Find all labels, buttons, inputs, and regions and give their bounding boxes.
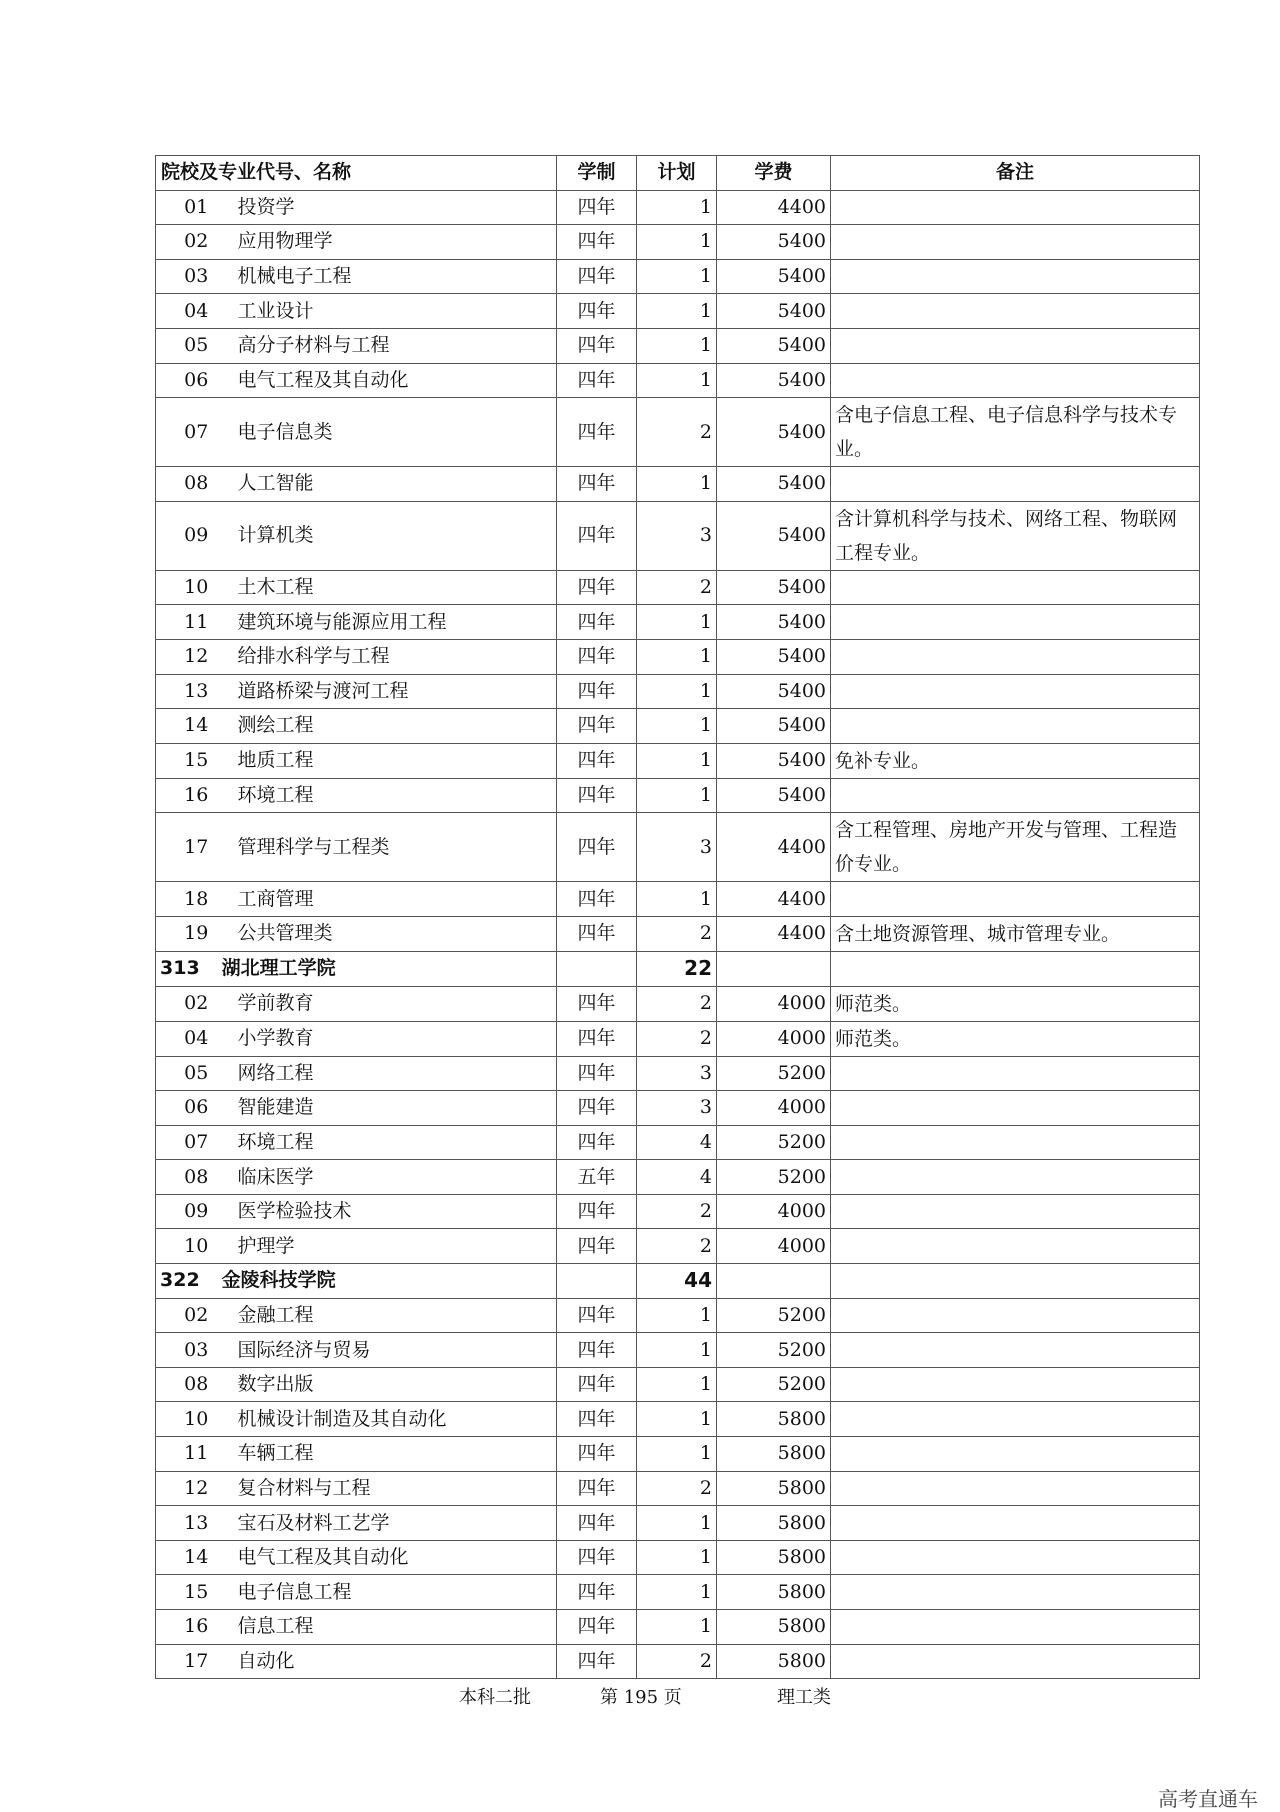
table-row bbox=[156, 1610, 1200, 1645]
major-note bbox=[831, 1540, 1200, 1575]
major-duration: 四年 bbox=[557, 1644, 637, 1679]
major-fee: 4000 bbox=[717, 1021, 831, 1056]
major-duration: 四年 bbox=[557, 1056, 637, 1091]
major-fee: 5200 bbox=[717, 1056, 831, 1091]
major-plan: 1 bbox=[637, 328, 717, 363]
major-fee: 5400 bbox=[717, 639, 831, 674]
major-note: 含土地资源管理、城市管理专业。 bbox=[831, 916, 1200, 951]
header-school-major: 院校及专业代号、名称 bbox=[156, 156, 557, 191]
major-code: 08 bbox=[156, 1367, 222, 1402]
major-note: 含工程管理、房地产开发与管理、工程造价专业。 bbox=[831, 813, 1200, 882]
major-note bbox=[831, 674, 1200, 709]
major-note bbox=[831, 190, 1200, 225]
major-code: 11 bbox=[156, 605, 222, 640]
school-name: 湖北理工学院 bbox=[221, 957, 336, 980]
major-fee: 4000 bbox=[717, 1229, 831, 1264]
table-row bbox=[156, 1367, 1200, 1402]
major-name: 工业设计 bbox=[222, 294, 557, 329]
header-duration: 学制 bbox=[557, 156, 637, 191]
major-duration: 四年 bbox=[557, 1402, 637, 1437]
major-code: 03 bbox=[156, 259, 222, 294]
major-name: 建筑环境与能源应用工程 bbox=[222, 605, 557, 640]
major-note bbox=[831, 570, 1200, 605]
major-name: 土木工程 bbox=[222, 570, 557, 605]
major-name: 宝石及材料工艺学 bbox=[222, 1506, 557, 1541]
major-fee: 4400 bbox=[717, 882, 831, 917]
major-name: 工商管理 bbox=[222, 882, 557, 917]
school-fee-cell bbox=[717, 951, 831, 986]
major-note bbox=[831, 709, 1200, 744]
major-note bbox=[831, 1194, 1200, 1229]
table-row bbox=[156, 363, 1200, 398]
major-code: 02 bbox=[156, 1298, 222, 1333]
major-duration: 四年 bbox=[557, 986, 637, 1021]
major-name: 自动化 bbox=[222, 1644, 557, 1679]
major-plan: 1 bbox=[637, 225, 717, 260]
major-note bbox=[831, 1056, 1200, 1091]
major-fee: 5800 bbox=[717, 1540, 831, 1575]
major-duration: 四年 bbox=[557, 709, 637, 744]
major-plan: 1 bbox=[637, 1298, 717, 1333]
major-plan: 1 bbox=[637, 1575, 717, 1610]
major-note bbox=[831, 1610, 1200, 1645]
major-note bbox=[831, 1437, 1200, 1472]
major-name: 学前教育 bbox=[222, 986, 557, 1021]
table-row bbox=[156, 1506, 1200, 1541]
school-plan-total: 22 bbox=[637, 951, 717, 986]
major-note bbox=[831, 1091, 1200, 1126]
major-plan: 1 bbox=[637, 467, 717, 502]
major-plan: 2 bbox=[637, 1471, 717, 1506]
major-fee: 5400 bbox=[717, 363, 831, 398]
major-duration: 四年 bbox=[557, 467, 637, 502]
major-duration: 四年 bbox=[557, 1471, 637, 1506]
major-code: 19 bbox=[156, 916, 222, 951]
table-row bbox=[156, 1471, 1200, 1506]
major-plan: 1 bbox=[637, 709, 717, 744]
major-code: 14 bbox=[156, 709, 222, 744]
major-name: 复合材料与工程 bbox=[222, 1471, 557, 1506]
major-note bbox=[831, 639, 1200, 674]
major-plan: 1 bbox=[637, 674, 717, 709]
major-note bbox=[831, 294, 1200, 329]
header-fee: 学费 bbox=[717, 156, 831, 191]
major-duration: 四年 bbox=[557, 813, 637, 882]
major-note: 师范类。 bbox=[831, 986, 1200, 1021]
table-row bbox=[156, 1056, 1200, 1091]
major-note: 师范类。 bbox=[831, 1021, 1200, 1056]
major-code: 04 bbox=[156, 294, 222, 329]
major-note: 含电子信息工程、电子信息科学与技术专业。 bbox=[831, 398, 1200, 467]
major-duration: 四年 bbox=[557, 259, 637, 294]
major-name: 护理学 bbox=[222, 1229, 557, 1264]
major-code: 09 bbox=[156, 1194, 222, 1229]
major-fee: 5200 bbox=[717, 1160, 831, 1195]
major-code: 07 bbox=[156, 398, 222, 467]
major-duration: 四年 bbox=[557, 1540, 637, 1575]
major-duration: 四年 bbox=[557, 1437, 637, 1472]
major-plan: 4 bbox=[637, 1125, 717, 1160]
table-row bbox=[156, 225, 1200, 260]
major-plan: 2 bbox=[637, 986, 717, 1021]
major-code: 16 bbox=[156, 778, 222, 813]
major-code: 02 bbox=[156, 225, 222, 260]
table-row bbox=[156, 1575, 1200, 1610]
major-name: 国际经济与贸易 bbox=[222, 1333, 557, 1368]
major-note bbox=[831, 1506, 1200, 1541]
major-code: 01 bbox=[156, 190, 222, 225]
major-name: 小学教育 bbox=[222, 1021, 557, 1056]
major-duration: 四年 bbox=[557, 1194, 637, 1229]
major-plan: 2 bbox=[637, 570, 717, 605]
major-note bbox=[831, 1333, 1200, 1368]
table-row bbox=[156, 570, 1200, 605]
school-name: 金陵科技学院 bbox=[221, 1269, 336, 1292]
major-note bbox=[831, 882, 1200, 917]
table-row bbox=[156, 1333, 1200, 1368]
table-row bbox=[156, 259, 1200, 294]
major-note: 免补专业。 bbox=[831, 743, 1200, 778]
major-name: 临床医学 bbox=[222, 1160, 557, 1195]
major-name: 电气工程及其自动化 bbox=[222, 1540, 557, 1575]
major-name: 地质工程 bbox=[222, 743, 557, 778]
table-row bbox=[156, 190, 1200, 225]
table-row bbox=[156, 1540, 1200, 1575]
major-fee: 4400 bbox=[717, 916, 831, 951]
major-fee: 5800 bbox=[717, 1644, 831, 1679]
major-plan: 1 bbox=[637, 1333, 717, 1368]
major-code: 02 bbox=[156, 986, 222, 1021]
major-fee: 5400 bbox=[717, 674, 831, 709]
major-plan: 3 bbox=[637, 501, 717, 570]
table-row bbox=[156, 674, 1200, 709]
major-plan: 1 bbox=[637, 605, 717, 640]
major-plan: 1 bbox=[637, 363, 717, 398]
major-duration: 四年 bbox=[557, 398, 637, 467]
major-fee: 5400 bbox=[717, 501, 831, 570]
table-row bbox=[156, 1125, 1200, 1160]
table-row bbox=[156, 1160, 1200, 1195]
major-duration: 四年 bbox=[557, 501, 637, 570]
major-duration: 四年 bbox=[557, 882, 637, 917]
table-row bbox=[156, 639, 1200, 674]
header-note: 备注 bbox=[831, 156, 1200, 191]
page-footer bbox=[0, 1683, 1280, 1713]
major-name: 机械设计制造及其自动化 bbox=[222, 1402, 557, 1437]
major-duration: 四年 bbox=[557, 225, 637, 260]
major-code: 16 bbox=[156, 1610, 222, 1645]
major-plan: 2 bbox=[637, 1229, 717, 1264]
major-note bbox=[831, 1575, 1200, 1610]
major-note bbox=[831, 467, 1200, 502]
major-plan: 1 bbox=[637, 190, 717, 225]
table-row bbox=[156, 294, 1200, 329]
major-code: 12 bbox=[156, 639, 222, 674]
major-code: 18 bbox=[156, 882, 222, 917]
major-fee: 5200 bbox=[717, 1125, 831, 1160]
major-code: 07 bbox=[156, 1125, 222, 1160]
major-note bbox=[831, 1229, 1200, 1264]
table-row bbox=[156, 1644, 1200, 1679]
major-name: 给排水科学与工程 bbox=[222, 639, 557, 674]
major-code: 13 bbox=[156, 1506, 222, 1541]
major-fee: 5200 bbox=[717, 1333, 831, 1368]
major-fee: 5400 bbox=[717, 294, 831, 329]
school-fee-cell bbox=[717, 1264, 831, 1299]
major-name: 医学检验技术 bbox=[222, 1194, 557, 1229]
table-row bbox=[156, 813, 1200, 882]
major-code: 06 bbox=[156, 363, 222, 398]
major-code: 03 bbox=[156, 1333, 222, 1368]
table-row bbox=[156, 1091, 1200, 1126]
major-name: 网络工程 bbox=[222, 1056, 557, 1091]
major-duration: 四年 bbox=[557, 1091, 637, 1126]
major-plan: 4 bbox=[637, 1160, 717, 1195]
footer-page-number: 第 195 页 bbox=[600, 1687, 682, 1708]
major-duration: 四年 bbox=[557, 1125, 637, 1160]
school-name-cell bbox=[156, 1264, 557, 1299]
major-fee: 4400 bbox=[717, 190, 831, 225]
major-name: 电子信息类 bbox=[222, 398, 557, 467]
school-name-cell bbox=[156, 951, 557, 986]
major-duration: 四年 bbox=[557, 743, 637, 778]
major-plan: 1 bbox=[637, 778, 717, 813]
major-fee: 5400 bbox=[717, 709, 831, 744]
major-duration: 四年 bbox=[557, 328, 637, 363]
major-duration: 四年 bbox=[557, 778, 637, 813]
major-name: 人工智能 bbox=[222, 467, 557, 502]
major-plan: 2 bbox=[637, 1021, 717, 1056]
major-note bbox=[831, 1298, 1200, 1333]
table-row bbox=[156, 1437, 1200, 1472]
major-code: 09 bbox=[156, 501, 222, 570]
table-row bbox=[156, 1229, 1200, 1264]
major-duration: 四年 bbox=[557, 1021, 637, 1056]
major-code: 10 bbox=[156, 1229, 222, 1264]
table-row bbox=[156, 501, 1200, 570]
major-duration: 四年 bbox=[557, 570, 637, 605]
major-name: 应用物理学 bbox=[222, 225, 557, 260]
major-code: 08 bbox=[156, 1160, 222, 1195]
school-code: 313 bbox=[160, 957, 200, 980]
major-name: 高分子材料与工程 bbox=[222, 328, 557, 363]
major-fee: 5400 bbox=[717, 570, 831, 605]
major-duration: 四年 bbox=[557, 639, 637, 674]
major-code: 11 bbox=[156, 1437, 222, 1472]
major-plan: 1 bbox=[637, 1610, 717, 1645]
major-duration: 四年 bbox=[557, 363, 637, 398]
footer-batch: 本科二批 bbox=[459, 1687, 531, 1708]
school-duration-cell bbox=[557, 951, 637, 986]
major-name: 机械电子工程 bbox=[222, 259, 557, 294]
table-row bbox=[156, 882, 1200, 917]
footer-category: 理工类 bbox=[777, 1687, 831, 1708]
major-name: 投资学 bbox=[222, 190, 557, 225]
major-duration: 四年 bbox=[557, 1610, 637, 1645]
major-fee: 5800 bbox=[717, 1402, 831, 1437]
major-note bbox=[831, 1402, 1200, 1437]
major-code: 04 bbox=[156, 1021, 222, 1056]
major-duration: 四年 bbox=[557, 1575, 637, 1610]
major-code: 17 bbox=[156, 813, 222, 882]
major-duration: 四年 bbox=[557, 1298, 637, 1333]
major-note bbox=[831, 1125, 1200, 1160]
school-row bbox=[156, 1264, 1200, 1299]
major-plan: 1 bbox=[637, 639, 717, 674]
major-name: 测绘工程 bbox=[222, 709, 557, 744]
table-row bbox=[156, 605, 1200, 640]
major-note bbox=[831, 605, 1200, 640]
major-plan: 3 bbox=[637, 813, 717, 882]
school-note-cell bbox=[831, 951, 1200, 986]
major-duration: 四年 bbox=[557, 294, 637, 329]
major-code: 08 bbox=[156, 467, 222, 502]
major-duration: 四年 bbox=[557, 1367, 637, 1402]
major-fee: 5800 bbox=[717, 1506, 831, 1541]
major-duration: 四年 bbox=[557, 674, 637, 709]
major-fee: 5200 bbox=[717, 1298, 831, 1333]
major-code: 14 bbox=[156, 1540, 222, 1575]
major-duration: 四年 bbox=[557, 1506, 637, 1541]
major-duration: 四年 bbox=[557, 605, 637, 640]
major-name: 管理科学与工程类 bbox=[222, 813, 557, 882]
major-plan: 2 bbox=[637, 916, 717, 951]
major-fee: 5800 bbox=[717, 1437, 831, 1472]
major-plan: 2 bbox=[637, 1644, 717, 1679]
school-plan-total: 44 bbox=[637, 1264, 717, 1299]
school-row bbox=[156, 951, 1200, 986]
major-note bbox=[831, 363, 1200, 398]
major-name: 信息工程 bbox=[222, 1610, 557, 1645]
major-note bbox=[831, 1367, 1200, 1402]
major-name: 智能建造 bbox=[222, 1091, 557, 1126]
major-fee: 4000 bbox=[717, 986, 831, 1021]
major-fee: 5800 bbox=[717, 1610, 831, 1645]
major-fee: 5200 bbox=[717, 1367, 831, 1402]
major-fee: 5400 bbox=[717, 225, 831, 260]
table-row bbox=[156, 1298, 1200, 1333]
major-plan: 1 bbox=[637, 294, 717, 329]
major-fee: 5400 bbox=[717, 259, 831, 294]
major-note bbox=[831, 1644, 1200, 1679]
major-fee: 5400 bbox=[717, 328, 831, 363]
major-plan: 1 bbox=[637, 1367, 717, 1402]
major-plan: 1 bbox=[637, 1506, 717, 1541]
major-duration: 四年 bbox=[557, 190, 637, 225]
major-name: 环境工程 bbox=[222, 1125, 557, 1160]
table-row bbox=[156, 743, 1200, 778]
major-plan: 1 bbox=[637, 1540, 717, 1575]
major-fee: 5800 bbox=[717, 1575, 831, 1610]
major-fee: 5400 bbox=[717, 398, 831, 467]
major-name: 数字出版 bbox=[222, 1367, 557, 1402]
table-header-row bbox=[156, 156, 1200, 191]
major-code: 15 bbox=[156, 1575, 222, 1610]
watermark-text: 高考直通车 bbox=[1158, 1787, 1258, 1811]
major-code: 13 bbox=[156, 674, 222, 709]
table-row bbox=[156, 986, 1200, 1021]
major-code: 10 bbox=[156, 1402, 222, 1437]
major-fee: 5400 bbox=[717, 778, 831, 813]
major-code: 12 bbox=[156, 1471, 222, 1506]
major-plan: 1 bbox=[637, 743, 717, 778]
table-row bbox=[156, 1194, 1200, 1229]
major-name: 电气工程及其自动化 bbox=[222, 363, 557, 398]
major-note bbox=[831, 328, 1200, 363]
table-row bbox=[156, 398, 1200, 467]
major-name: 环境工程 bbox=[222, 778, 557, 813]
major-code: 05 bbox=[156, 1056, 222, 1091]
major-duration: 五年 bbox=[557, 1160, 637, 1195]
table-row bbox=[156, 467, 1200, 502]
major-name: 金融工程 bbox=[222, 1298, 557, 1333]
major-name: 计算机类 bbox=[222, 501, 557, 570]
major-note bbox=[831, 259, 1200, 294]
major-note bbox=[831, 225, 1200, 260]
major-name: 电子信息工程 bbox=[222, 1575, 557, 1610]
major-name: 道路桥梁与渡河工程 bbox=[222, 674, 557, 709]
major-plan: 1 bbox=[637, 259, 717, 294]
school-code: 322 bbox=[160, 1269, 200, 1292]
admission-plan-table bbox=[155, 155, 1200, 1679]
table-row bbox=[156, 1402, 1200, 1437]
school-duration-cell bbox=[557, 1264, 637, 1299]
major-plan: 2 bbox=[637, 398, 717, 467]
major-note: 含计算机科学与技术、网络工程、物联网工程专业。 bbox=[831, 501, 1200, 570]
major-fee: 4000 bbox=[717, 1194, 831, 1229]
major-code: 10 bbox=[156, 570, 222, 605]
table-body bbox=[156, 190, 1200, 1679]
major-plan: 1 bbox=[637, 1437, 717, 1472]
major-fee: 4000 bbox=[717, 1091, 831, 1126]
major-note bbox=[831, 1471, 1200, 1506]
major-duration: 四年 bbox=[557, 1333, 637, 1368]
major-plan: 3 bbox=[637, 1056, 717, 1091]
major-plan: 2 bbox=[637, 1194, 717, 1229]
major-code: 17 bbox=[156, 1644, 222, 1679]
table-row bbox=[156, 328, 1200, 363]
major-fee: 5400 bbox=[717, 743, 831, 778]
major-name: 公共管理类 bbox=[222, 916, 557, 951]
table-row bbox=[156, 709, 1200, 744]
major-fee: 4400 bbox=[717, 813, 831, 882]
major-duration: 四年 bbox=[557, 916, 637, 951]
major-fee: 5400 bbox=[717, 467, 831, 502]
major-duration: 四年 bbox=[557, 1229, 637, 1264]
table-row bbox=[156, 916, 1200, 951]
major-fee: 5400 bbox=[717, 605, 831, 640]
header-plan: 计划 bbox=[637, 156, 717, 191]
major-note bbox=[831, 1160, 1200, 1195]
major-code: 15 bbox=[156, 743, 222, 778]
major-plan: 1 bbox=[637, 1402, 717, 1437]
table-row bbox=[156, 1021, 1200, 1056]
major-plan: 3 bbox=[637, 1091, 717, 1126]
major-code: 05 bbox=[156, 328, 222, 363]
major-name: 车辆工程 bbox=[222, 1437, 557, 1472]
table-row bbox=[156, 778, 1200, 813]
major-fee: 5800 bbox=[717, 1471, 831, 1506]
major-note bbox=[831, 778, 1200, 813]
major-code: 06 bbox=[156, 1091, 222, 1126]
school-note-cell bbox=[831, 1264, 1200, 1299]
major-plan: 1 bbox=[637, 882, 717, 917]
